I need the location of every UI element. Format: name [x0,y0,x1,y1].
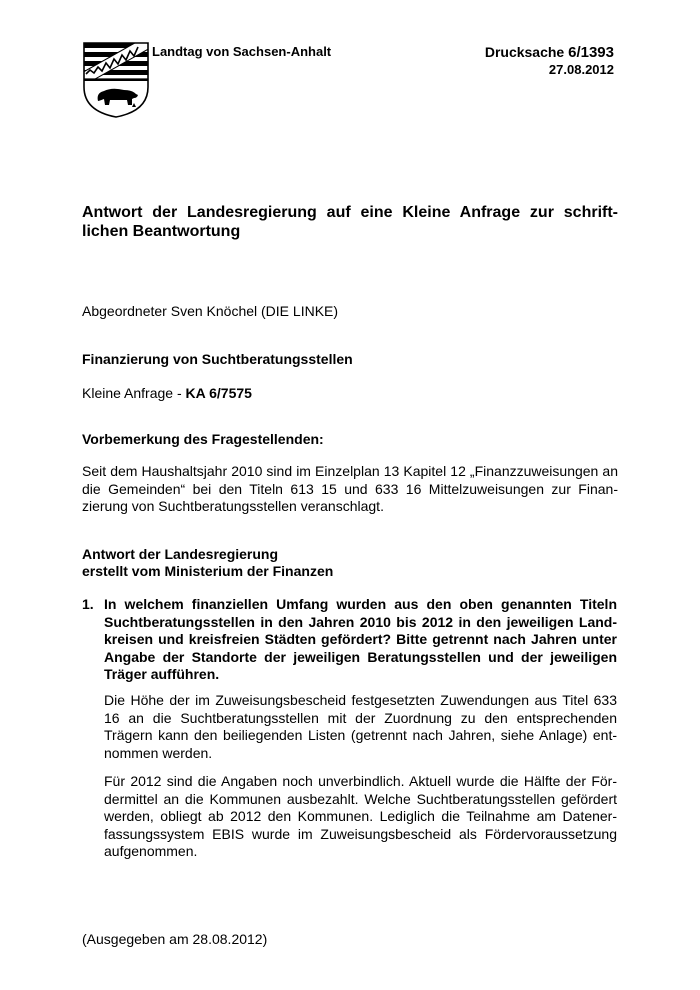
preliminary-heading: Vorbemerkung des Fragestellenden: [82,431,324,447]
saxony-anhalt-coat-of-arms-icon [82,41,150,119]
issue-date-footer: (Ausgegeben am 28.08.2012) [82,931,268,947]
inquiry-label: Kleine Anfrage - [82,385,186,401]
drucksache-label: Drucksache [484,44,569,60]
subject-heading: Finanzierung von Suchtberatungsstellen [82,351,353,367]
answer-heading-line1: Antwort der Landesregierung [82,546,279,562]
answer-paragraph-2: Für 2012 sind die Angaben noch unverbindlich. Aktuell wurde die Hälfte der För-dermittel an die Kommunen ausbezahlt. Welche Suchtberatungsstellen gefördert werden, obliegt ab 2012 den Kommunen. Lediglich die Teilnahme am Datener-fassungssystem EBIS wurde im Zuweisungsbescheid als Fördervoraussetzung aufgenommen. [104,773,617,859]
document-date: 27.08.2012 [548,62,614,77]
parliament-name: Landtag von Sachsen-Anhalt [152,44,332,59]
questioner: Abgeordneter Sven Knöchel (DIE LINKE) [82,303,339,319]
inquiry-reference [82,385,252,403]
drucksache-line [485,44,614,61]
answer-heading-line2: erstellt vom Ministerium der Finanzen [82,563,334,579]
question-text: In welchem finanziellen Umfang wurden aus den oben genannten Titeln Suchtberatungsstellen in den Jahren 2010 bis 2012 in den jeweiligen Land-kreisen und kreisfreien Städten gefördert? Bitte getrennt nach Jahren unter Angabe der Standorte der jeweiligen Beratungsstellen und der jeweiligen Träger aufführen. [104,596,617,682]
preliminary-text: Seit dem Haushaltsjahr 2010 sind im Einzelplan 13 Kapitel 12 „Finanzzuweisungen an die Gemeinden“ bei den Titeln 613 15 und 633 16 Mittelzuweisungen zur Finan-zierung von Suchtberatungsstellen veranschlagt. [82,463,618,514]
document-title: Antwort der Landesregierung auf eine Kleine Anfrage zur schrift-lichen Beantwortung [82,204,618,240]
answer-paragraph-1: Die Höhe der im Zuweisungsbescheid festgesetzten Zuwendungen aus Titel 633 16 an die Suchtberatungsstellen mit der Zuordnung zu den entsprechenden Trägern kann den beiliegenden Listen (getrennt nach Jahren, siehe Anlage) ent-nommen werden. [104,692,617,761]
question-number: 1. [82,596,94,612]
drucksache-number: 6/1393 [568,44,614,61]
document-number-block [485,44,614,77]
inquiry-number: KA 6/7575 [185,385,252,401]
